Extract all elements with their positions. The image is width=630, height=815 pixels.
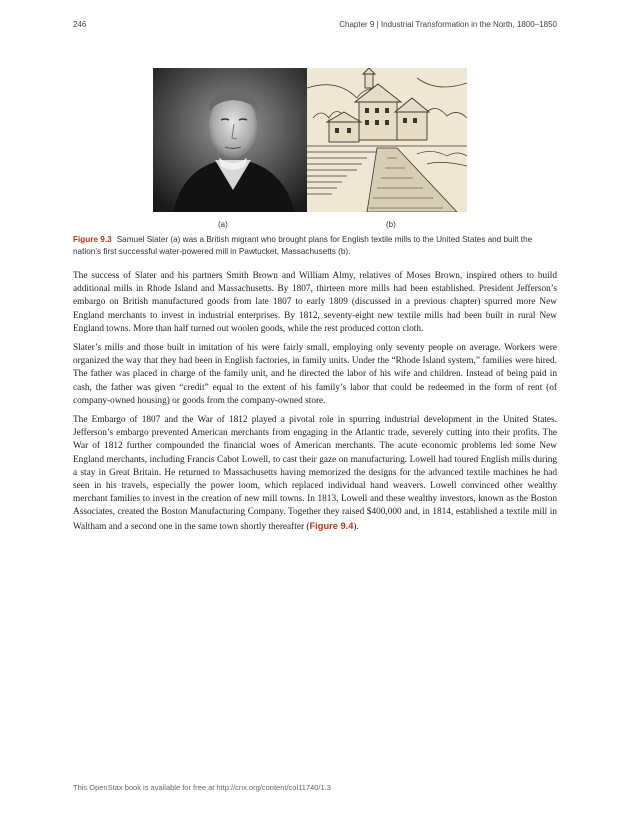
paragraph-3-end: ). (353, 521, 359, 532)
footer-note: This OpenStax book is available for free at http://cnx.org/content/col11740/1.3 (73, 783, 331, 792)
page-number: 246 (73, 20, 87, 29)
paragraph-1: The success of Slater and his partners Smith Brown and William Almy, relatives of Moses Brown, inspired others to build additional mills in Rhode Island and Massachusetts. By 1807, thirteen more mills had been established. President Jefferson’s embargo on British manufactured goods from late 1807 to early 1809 (discussed in a previous chapter) spurred more New England merchants to invest in industrial enterprises. By 1812, seventy-eight new textile mills had been built in rural New England towns. More than half turned out woolen goods, while the rest produced cotton cloth. (73, 271, 557, 334)
figure-sublabel-b: (b) (386, 220, 396, 229)
figure-sublabel-a: (a) (218, 220, 228, 229)
figure-caption (73, 234, 557, 257)
running-head: Chapter 9 | Industrial Transformation in the North, 1800–1850 (339, 20, 557, 29)
mill-sketch-image (307, 68, 467, 212)
figure-caption-text: Samuel Slater (a) was a British migrant who brought plans for English textile mills to the United States and built the nation’s first successful water-powered mill in Pawtucket, Massachusetts (b). (73, 235, 533, 256)
paragraph-3-text: The Embargo of 1807 and the War of 1812 played a pivotal role in spurring industrial development in the United States. Jefferson’s embargo prevented American merchants from engaging in the Atlantic trade, severely cutting into their profits. The War of 1812 further compounded the financial woes of American merchants. The acute economic problems led some New England merchants, including Francis Cabot Lowell, to cast their gaze on manufacturing. Lowell had toured English mills during a stay in Great Britain. He returned to Massachusetts having memorized the designs for the advanced textile machines he had seen in his travels, especially the power loom, which replaced individual hand weavers. Lowell convinced other wealthy merchant families to invest in the creation of new mill towns. In 1813, Lowell and these wealthy investors, known as the Boston Associates, created the Boston Manufacturing Company. Together they raised $400,000 and, in 1814, established a textile mill in Waltham and a second one in the same town shortly thereafter ( (73, 415, 557, 532)
paragraph-2: Slater’s mills and those built in imitation of his were fairly small, employing only seventy people on average. Workers were organized the way that they had been in English factories, in family units. Under the “Rhode Island system,” families were hired. The father was placed in charge of the family unit, and he directed the labor of his wife and children. Instead of being paid in cash, the father was given “credit” equal to the extent of his family’s labor that could be redeemed in the form of rent (of company-owned housing) or goods from the company-owned store. (73, 343, 557, 406)
body-text (73, 270, 557, 540)
figure-label: Figure 9.3 (73, 235, 112, 244)
figure-9-4-link[interactable]: Figure 9.4 (309, 520, 354, 531)
paragraph-3 (73, 414, 557, 534)
portrait-image (153, 68, 313, 212)
